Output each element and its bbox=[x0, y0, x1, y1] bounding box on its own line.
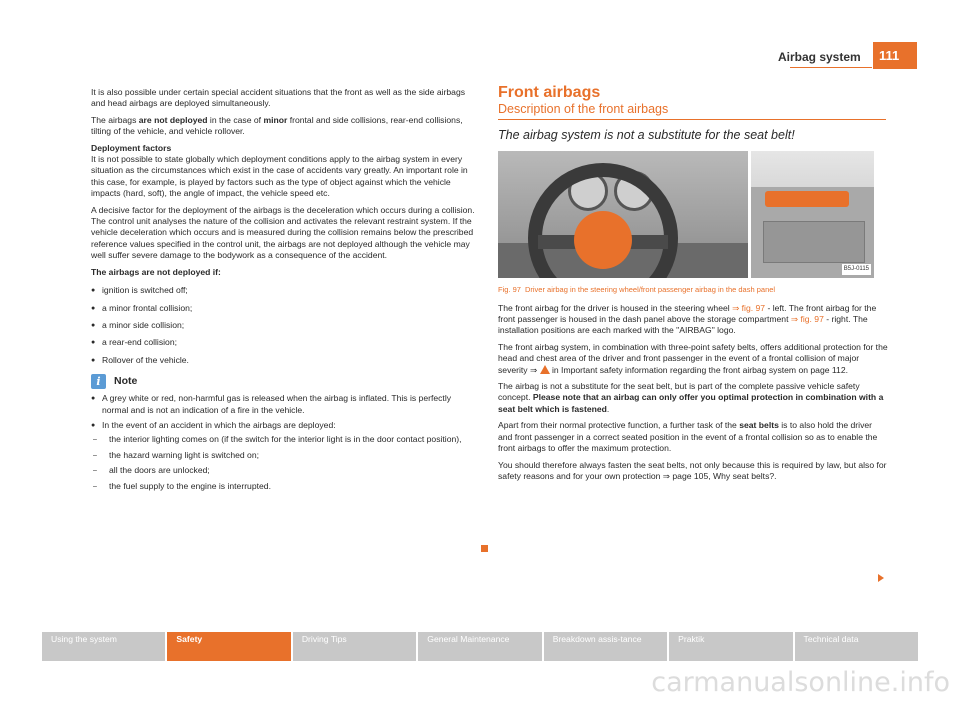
tab-driving-tips[interactable]: Driving Tips bbox=[293, 632, 416, 661]
emphasis: are not deployed bbox=[138, 114, 208, 125]
emphasis: seat belts bbox=[739, 420, 779, 431]
note-list bbox=[91, 393, 479, 492]
figure-code: B5J-0115 bbox=[842, 264, 871, 275]
list-item bbox=[91, 420, 479, 492]
emphasis: minor bbox=[263, 114, 288, 125]
figure-caption bbox=[498, 284, 888, 295]
watermark: carmanualsonline.info bbox=[651, 667, 950, 698]
text: In the event of an accident in which the airbags are deployed: bbox=[102, 419, 336, 430]
warning-triangle-icon[interactable] bbox=[540, 365, 550, 374]
text: . bbox=[606, 403, 610, 414]
paragraph bbox=[498, 342, 888, 376]
subheading-warning: The airbag system is not a substitute for the seat belt! bbox=[498, 127, 795, 142]
wheel-spoke bbox=[538, 235, 578, 249]
list-item: ● a rear-end collision; bbox=[91, 337, 479, 348]
tab-general-maintenance[interactable]: General Maintenance bbox=[418, 632, 541, 661]
storage-compartment-shape bbox=[763, 221, 865, 263]
not-deployed-list bbox=[91, 285, 479, 366]
list-item: ● a minor frontal collision; bbox=[91, 303, 479, 314]
paragraph bbox=[498, 303, 888, 337]
driver-airbag-highlight bbox=[574, 211, 632, 269]
figure-airbag-positions bbox=[498, 151, 874, 278]
paragraph: You should therefore always fasten the seat belts, not only because this is required by law, but also for safety reasons and for your own protection ⇒ page 105, Why seat belts?. bbox=[498, 459, 887, 481]
caption-label: Fig. 97 bbox=[498, 285, 521, 295]
list-item: ● ignition is switched off; bbox=[91, 285, 479, 296]
note-title: Note bbox=[114, 374, 138, 387]
text: in Important safety information regarding the front airbag system on page 112. bbox=[549, 364, 848, 375]
heading-description: Description of the front airbags bbox=[498, 102, 669, 117]
tab-technical-data[interactable]: Technical data bbox=[795, 632, 918, 661]
emphasis: Please note that an airbag can only offer you optimal protection in combination with a seat belt which is fastened bbox=[498, 392, 884, 414]
list-item: ● A grey white or red, non-harmful gas is released when the airbag is inflated. This is perfectly normal and is not an indication of a fire in the vehicle. bbox=[91, 393, 479, 416]
info-icon: i bbox=[91, 374, 106, 389]
tab-praktik[interactable]: Praktik bbox=[669, 632, 792, 661]
text: frontal and side collisions, rear-end collisions, tilting of the vehicle, and vehicle rollover. bbox=[91, 114, 463, 137]
driver-airbag-image bbox=[498, 151, 748, 278]
section-end-marker bbox=[481, 545, 488, 552]
text: The front airbag for the driver is housed in the steering wheel bbox=[498, 302, 733, 313]
wheel-spoke bbox=[628, 235, 668, 249]
heading-rule bbox=[498, 119, 886, 120]
text: is to also hold the driver and front passenger in a correct seated position in the event of a frontal collision so as to enable the front airbags to offer the maximum protection. bbox=[498, 420, 878, 454]
paragraph: A decisive factor for the deployment of the airbags is the deceleration which occurs during a collision. The control unit analyses the nature of the collision and activates the relevant restraint system. If the vehicle deceleration which occurs and is measured during the collision remains below the prescribed reference values specified in the control unit, the airbags are not deployed although the vehicle may well suffer severe damage to the bodywork as a consequence of the accident. bbox=[91, 204, 475, 261]
right-column bbox=[498, 84, 888, 487]
page-number: 111 bbox=[873, 42, 917, 69]
paragraph bbox=[498, 381, 888, 415]
footer-tab-bar bbox=[42, 632, 918, 661]
dash-item: – the hazard warning light is switched on; bbox=[91, 450, 479, 461]
text: - left. The front airbag for the front passenger is housed in the dash panel above the storage compartment bbox=[498, 302, 877, 325]
tab-breakdown-assistance[interactable]: Breakdown assis-tance bbox=[544, 632, 667, 661]
text: - right. The installation positions are each marked with the "AIRBAG" logo. bbox=[498, 314, 868, 336]
paragraph bbox=[498, 420, 888, 454]
text: in the case of bbox=[207, 114, 264, 125]
heading-front-airbags: Front airbags bbox=[498, 84, 601, 101]
list-item: ● Rollover of the vehicle. bbox=[91, 355, 479, 366]
paragraph: It is also possible under certain special accident situations that the front as well as the side airbags and head airbags are deployed simultaneously. bbox=[91, 87, 466, 109]
dash-list bbox=[91, 434, 479, 492]
header-rule bbox=[790, 67, 872, 68]
dash-item: – the fuel supply to the engine is interrupted. bbox=[91, 481, 479, 492]
subheading-deployment-factors: Deployment factors bbox=[91, 142, 172, 153]
left-column bbox=[91, 87, 479, 496]
caption-text: Driver airbag in the steering wheel/front passenger airbag in the dash panel bbox=[524, 285, 776, 295]
tab-using-the-system[interactable]: Using the system bbox=[42, 632, 165, 661]
passenger-airbag-image bbox=[751, 151, 874, 278]
section-title: Airbag system bbox=[778, 50, 861, 64]
passenger-airbag-highlight bbox=[765, 191, 849, 207]
text: The airbags bbox=[91, 114, 139, 125]
text: The airbag is not a substitute for the seat belt, but is part of the complete passive vehicle safety concept. bbox=[498, 381, 860, 403]
subheading-not-deployed: The airbags are not deployed if: bbox=[91, 266, 221, 277]
paragraph: It is not possible to state globally which deployment conditions apply to the airbag system in every situation as the circumstances which exist in the case of accidents vary greatly. An important role in this case, for example, is played by factors such as the type of object against which the vehicle impacts (hard, soft), the angle of impact, the vehicle speed etc. bbox=[91, 154, 468, 199]
figure-link[interactable]: ⇒ fig. 97 bbox=[732, 302, 766, 313]
text: Apart from their normal protective function, a further task of the bbox=[498, 420, 740, 431]
tab-safety[interactable]: Safety bbox=[167, 632, 290, 661]
continue-arrow-icon bbox=[878, 574, 884, 582]
dash-item: – the interior lighting comes on (if the switch for the interior light is in the door contact position), bbox=[91, 434, 479, 445]
note-header bbox=[91, 374, 479, 389]
figure-link[interactable]: ⇒ fig. 97 bbox=[790, 314, 824, 325]
text: The front airbag system, in combination with three-point safety belts, offers additional protection for the head and chest area of the driver and front passenger in the event of a frontal collision of major severity ⇒ bbox=[498, 341, 888, 375]
list-item: ● a minor side collision; bbox=[91, 320, 479, 331]
paragraph bbox=[91, 115, 479, 138]
dash-item: – all the doors are unlocked; bbox=[91, 465, 479, 476]
